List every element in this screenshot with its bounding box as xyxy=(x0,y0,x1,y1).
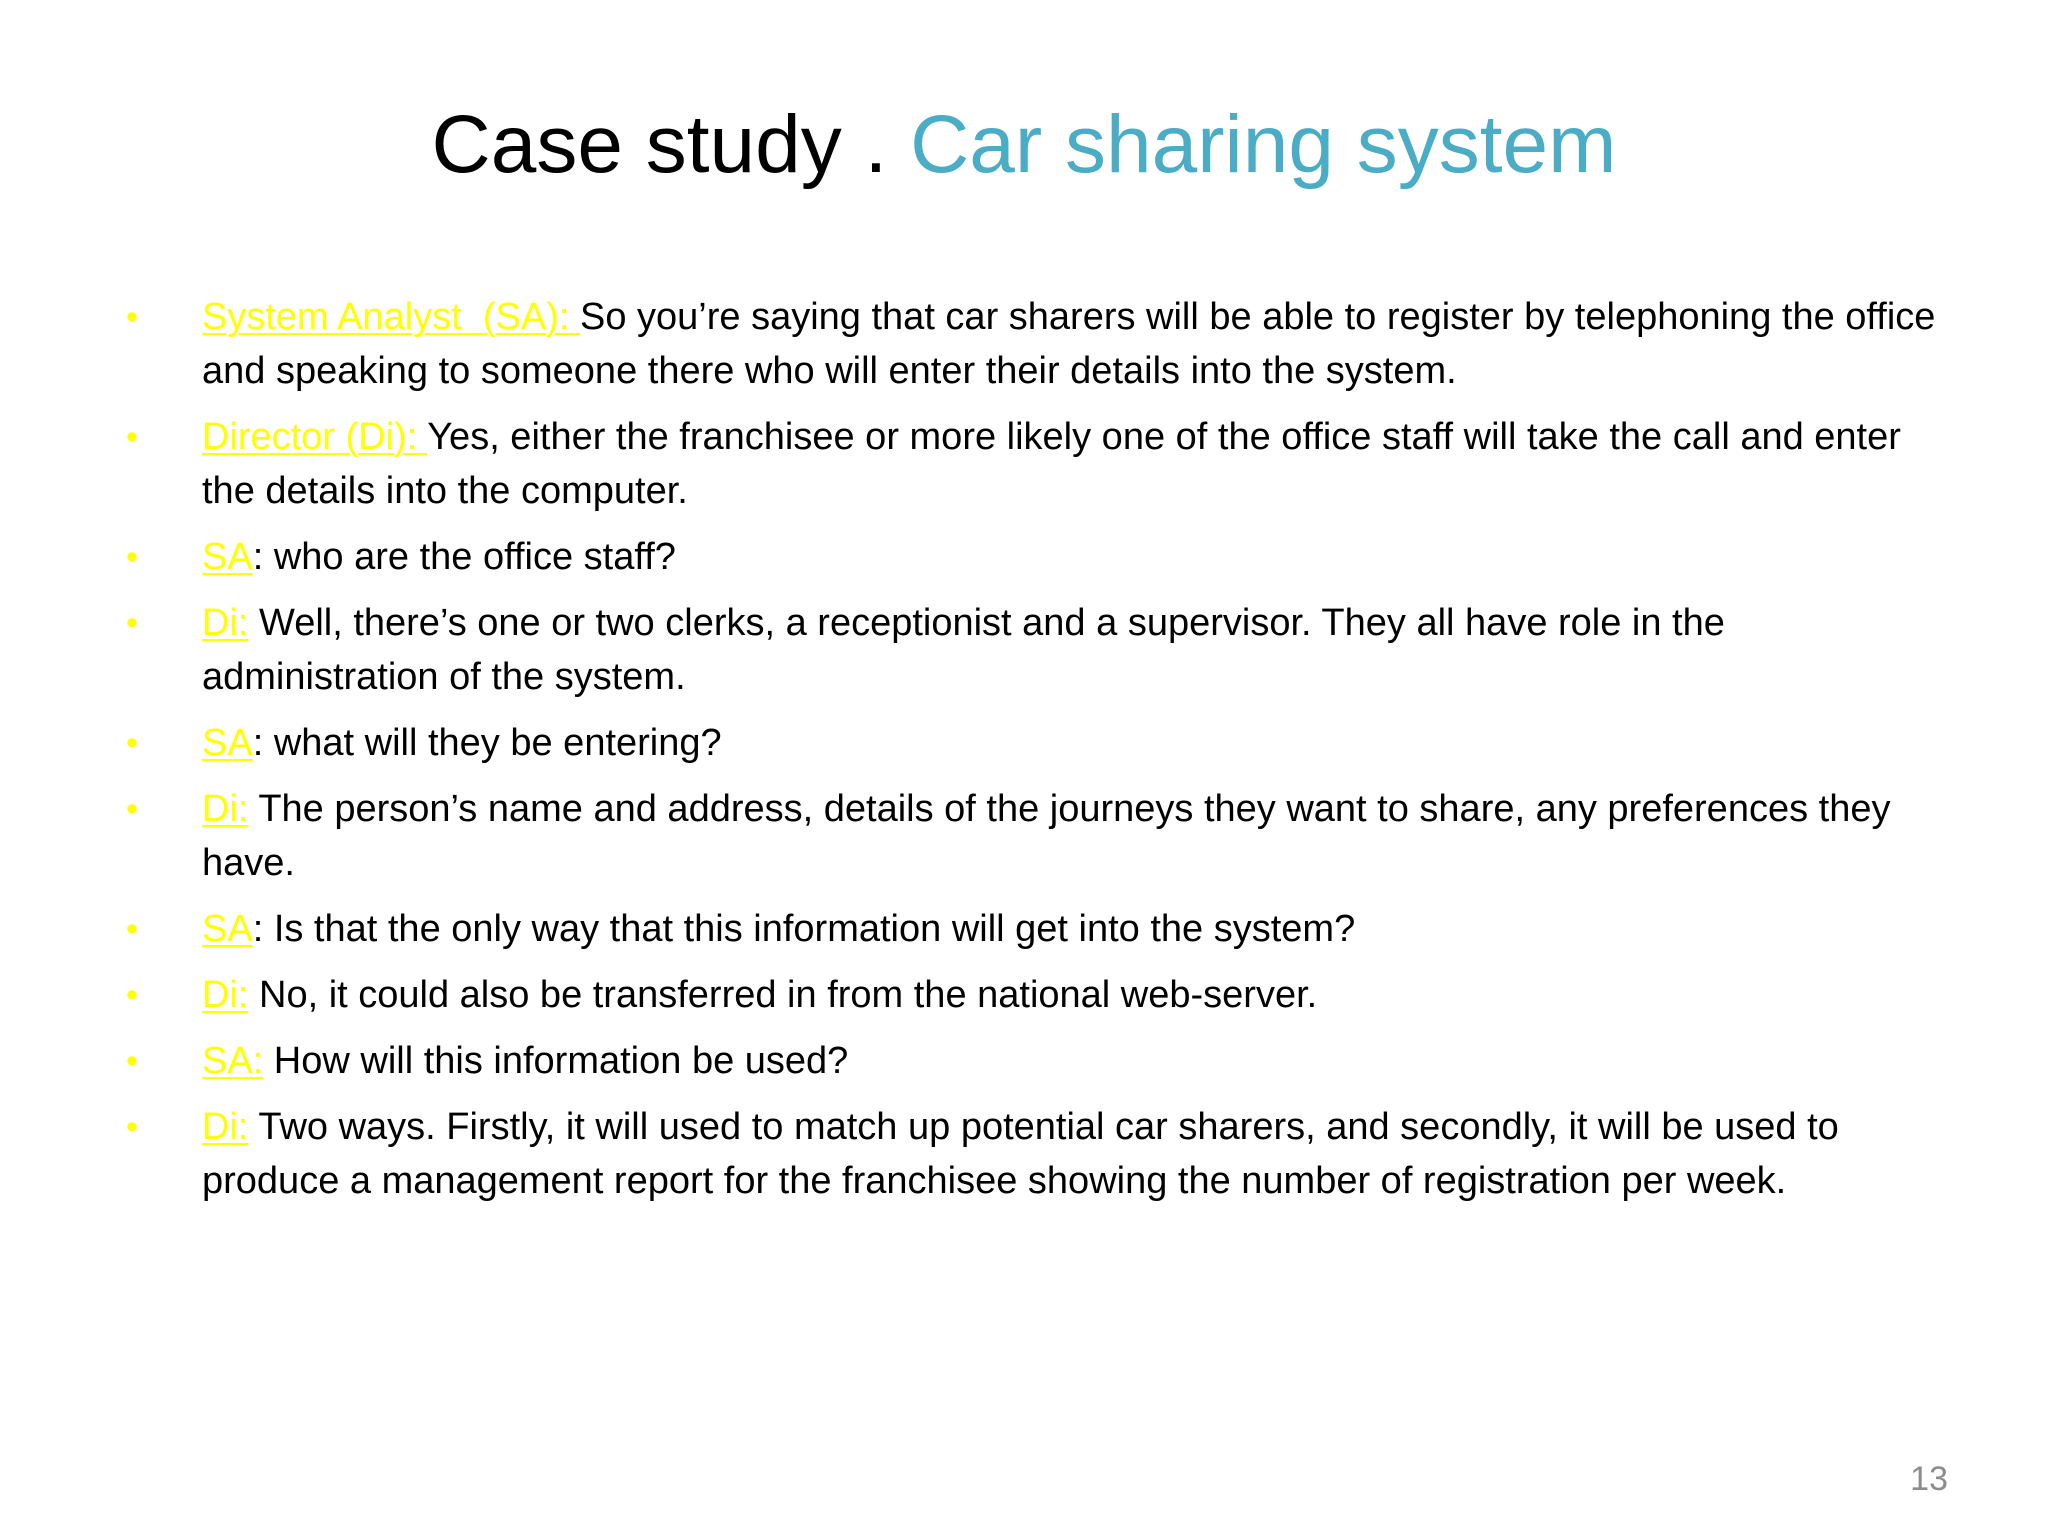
dialogue-item xyxy=(120,596,1960,704)
speaker-label: Di: xyxy=(202,788,249,830)
dialogue-list xyxy=(120,290,1960,1220)
bullet-dot-icon: • xyxy=(126,1108,138,1146)
dialogue-text: How will this information be used? xyxy=(263,1040,849,1082)
dialogue-item xyxy=(120,1034,1960,1088)
bullet-dot-icon: • xyxy=(126,1042,138,1080)
bullet-dot-icon: • xyxy=(126,910,138,948)
speaker-label: SA: xyxy=(202,1040,264,1082)
dialogue-text: Yes, either the franchisee or more likely one of the office staff will take the call and enter the details into the computer. xyxy=(202,416,1901,512)
bullet-dot-icon: • xyxy=(126,724,138,762)
page-number: 13 xyxy=(1910,1460,1948,1498)
slide-title xyxy=(0,95,2048,195)
bullet-dot-icon: • xyxy=(126,976,138,1014)
title-accent: Car sharing system xyxy=(910,99,1617,190)
dialogue-text: Well, there’s one or two clerks, a receptionist and a supervisor. They all have role in the administration of the system. xyxy=(202,602,1725,698)
dialogue-item xyxy=(120,782,1960,890)
dialogue-item xyxy=(120,968,1960,1022)
dialogue-item xyxy=(120,1100,1960,1208)
dialogue-text: So you’re saying that car sharers will be able to register by telephoning the office and speaking to someone there who will enter their details into the system. xyxy=(202,296,1936,392)
speaker-label: SA xyxy=(202,722,253,764)
dialogue-text: : who are the office staff? xyxy=(252,536,676,578)
speaker-label: Director (Di): xyxy=(202,416,428,458)
bullet-dot-icon: • xyxy=(126,538,138,576)
speaker-label: SA xyxy=(202,908,253,950)
dialogue-text: The person’s name and address, details of the journeys they want to share, any preferences they have. xyxy=(202,788,1891,884)
speaker-label: Di: xyxy=(202,974,249,1016)
speaker-label: SA xyxy=(202,536,253,578)
dialogue-text: : what will they be entering? xyxy=(252,722,722,764)
title-main: Case study . xyxy=(431,99,911,190)
bullet-dot-icon: • xyxy=(126,790,138,828)
dialogue-item xyxy=(120,530,1960,584)
dialogue-item xyxy=(120,902,1960,956)
bullet-dot-icon: • xyxy=(126,298,138,336)
dialogue-item xyxy=(120,716,1960,770)
speaker-label: System Analyst (SA): xyxy=(202,296,580,338)
speaker-label: Di: xyxy=(202,602,249,644)
dialogue-item xyxy=(120,410,1960,518)
bullet-dot-icon: • xyxy=(126,604,138,642)
dialogue-text: : Is that the only way that this information will get into the system? xyxy=(252,908,1356,950)
dialogue-text: No, it could also be transferred in from the national web-server. xyxy=(248,974,1318,1016)
dialogue-item xyxy=(120,290,1960,398)
dialogue-text: Two ways. Firstly, it will used to match up potential car sharers, and secondly, it will be used to produce a management report for the franchisee showing the number of registration per week. xyxy=(202,1106,1839,1202)
speaker-label: Di: xyxy=(202,1106,249,1148)
bullet-dot-icon: • xyxy=(126,418,138,456)
